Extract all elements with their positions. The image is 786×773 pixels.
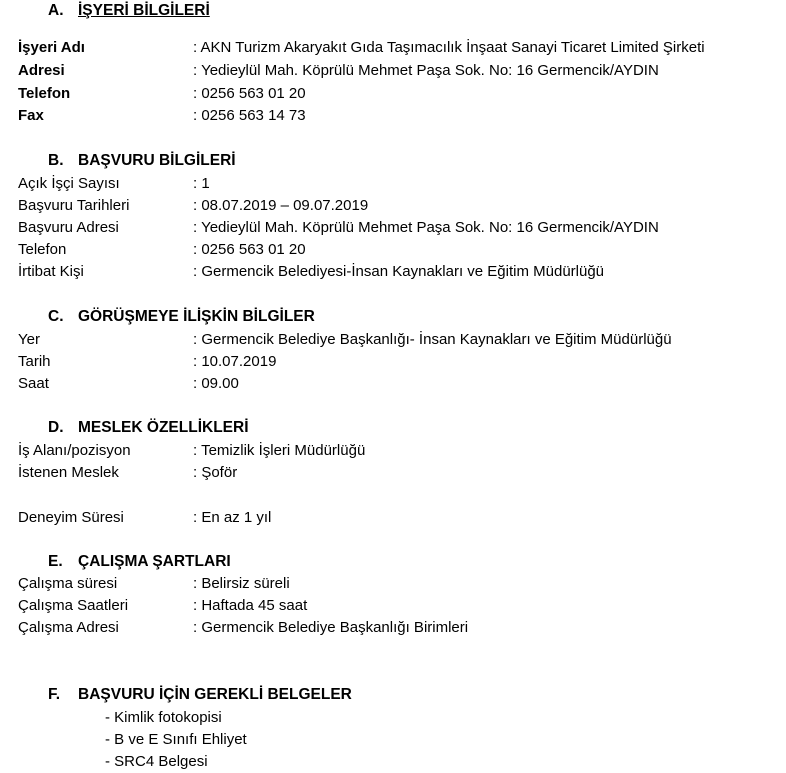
field-value: : Temizlik İşleri Müdürlüğü [193, 442, 366, 459]
field-value: : 09.00 [193, 375, 239, 392]
section-heading: ÇALIŞMA ŞARTLARI [78, 553, 231, 570]
field-value: : Yedieylül Mah. Köprülü Mehmet Paşa Sok. No: 16 Germencik/AYDIN [193, 62, 659, 79]
field-value: : Germencik Belediye Başkanlığı Birimleri [193, 619, 469, 636]
field-label: İstenen Meslek [18, 464, 119, 481]
field-label: Başvuru Adresi [18, 219, 119, 236]
info-row [18, 619, 778, 639]
field-value: : Haftada 45 saat [193, 597, 308, 614]
section-letter: C. [48, 308, 64, 325]
info-row [18, 197, 778, 217]
field-value: : Belirsiz süreli [193, 575, 290, 592]
field-label: Adresi [18, 62, 65, 79]
section-heading: MESLEK ÖZELLİKLERİ [78, 419, 249, 436]
field-value: : Yedieylül Mah. Köprülü Mehmet Paşa Sok. No: 16 Germencik/AYDIN [193, 219, 659, 236]
field-label: Başvuru Tarihleri [18, 197, 130, 214]
field-label: Telefon [18, 85, 71, 102]
field-value: : 0256 563 01 20 [193, 241, 306, 258]
section-c-title [48, 308, 315, 326]
field-label: Tarih [18, 353, 51, 370]
field-label: İş Alanı/pozisyon [18, 442, 131, 459]
info-row [18, 375, 778, 395]
info-row [18, 464, 778, 484]
info-row [18, 509, 778, 529]
field-label: Saat [18, 375, 49, 392]
info-row [18, 39, 778, 59]
section-heading: BAŞVURU İÇİN GEREKLİ BELGELER [78, 686, 352, 703]
info-row [18, 442, 778, 462]
section-f-title [48, 686, 352, 704]
field-value: : En az 1 yıl [193, 509, 272, 526]
section-heading: BAŞVURU BİLGİLERİ [78, 152, 236, 169]
info-row [18, 263, 778, 283]
section-letter: D. [48, 419, 64, 436]
info-row [18, 597, 778, 617]
section-letter: B. [48, 152, 64, 169]
section-letter: A. [48, 2, 64, 19]
document-item: - B ve E Sınıfı Ehliyet [105, 731, 247, 748]
document-item: - SRC4 Belgesi [105, 753, 208, 770]
info-row [18, 85, 778, 105]
field-label: Çalışma Adresi [18, 619, 119, 636]
section-heading: GÖRÜŞMEYE İLİŞKİN BİLGİLER [78, 308, 315, 325]
info-row [18, 62, 778, 82]
info-row [18, 353, 778, 373]
section-letter: E. [48, 553, 63, 570]
field-label: İşyeri Adı [18, 39, 85, 56]
section-letter: F. [48, 686, 61, 703]
section-a-title [48, 2, 210, 20]
field-value: : Germencik Belediye Başkanlığı- İnsan Kaynakları ve Eğitim Müdürlüğü [193, 331, 672, 348]
section-heading: İŞYERİ BİLGİLERİ [78, 2, 210, 19]
info-row [18, 175, 778, 195]
field-label: Deneyim Süresi [18, 509, 124, 526]
field-value: : AKN Turizm Akaryakıt Gıda Taşımacılık İnşaat Sanayi Ticaret Limited Şirketi [193, 39, 705, 56]
info-row [18, 331, 778, 351]
info-row [18, 219, 778, 239]
field-value: : 1 [193, 175, 210, 192]
field-label: Yer [18, 331, 40, 348]
field-value: : 0256 563 14 73 [193, 107, 306, 124]
field-value: : 0256 563 01 20 [193, 85, 306, 102]
section-e-title [48, 553, 231, 571]
field-label: İrtibat Kişi [18, 263, 84, 280]
field-label: Çalışma Saatleri [18, 597, 129, 614]
field-value: : 08.07.2019 – 09.07.2019 [193, 197, 369, 214]
field-value: : 10.07.2019 [193, 353, 277, 370]
info-row [18, 575, 778, 595]
info-row [18, 241, 778, 261]
field-label: Telefon [18, 241, 67, 258]
document-item: - Kimlik fotokopisi [105, 709, 222, 726]
section-d-title [48, 419, 249, 437]
info-row [18, 107, 778, 127]
field-value: : Germencik Belediyesi-İnsan Kaynakları ve Eğitim Müdürlüğü [193, 263, 605, 280]
field-value: : Şoför [193, 464, 238, 481]
section-b-title [48, 152, 236, 170]
field-label: Açık İşçi Sayısı [18, 175, 120, 192]
field-label: Fax [18, 107, 44, 124]
field-label: Çalışma süresi [18, 575, 118, 592]
